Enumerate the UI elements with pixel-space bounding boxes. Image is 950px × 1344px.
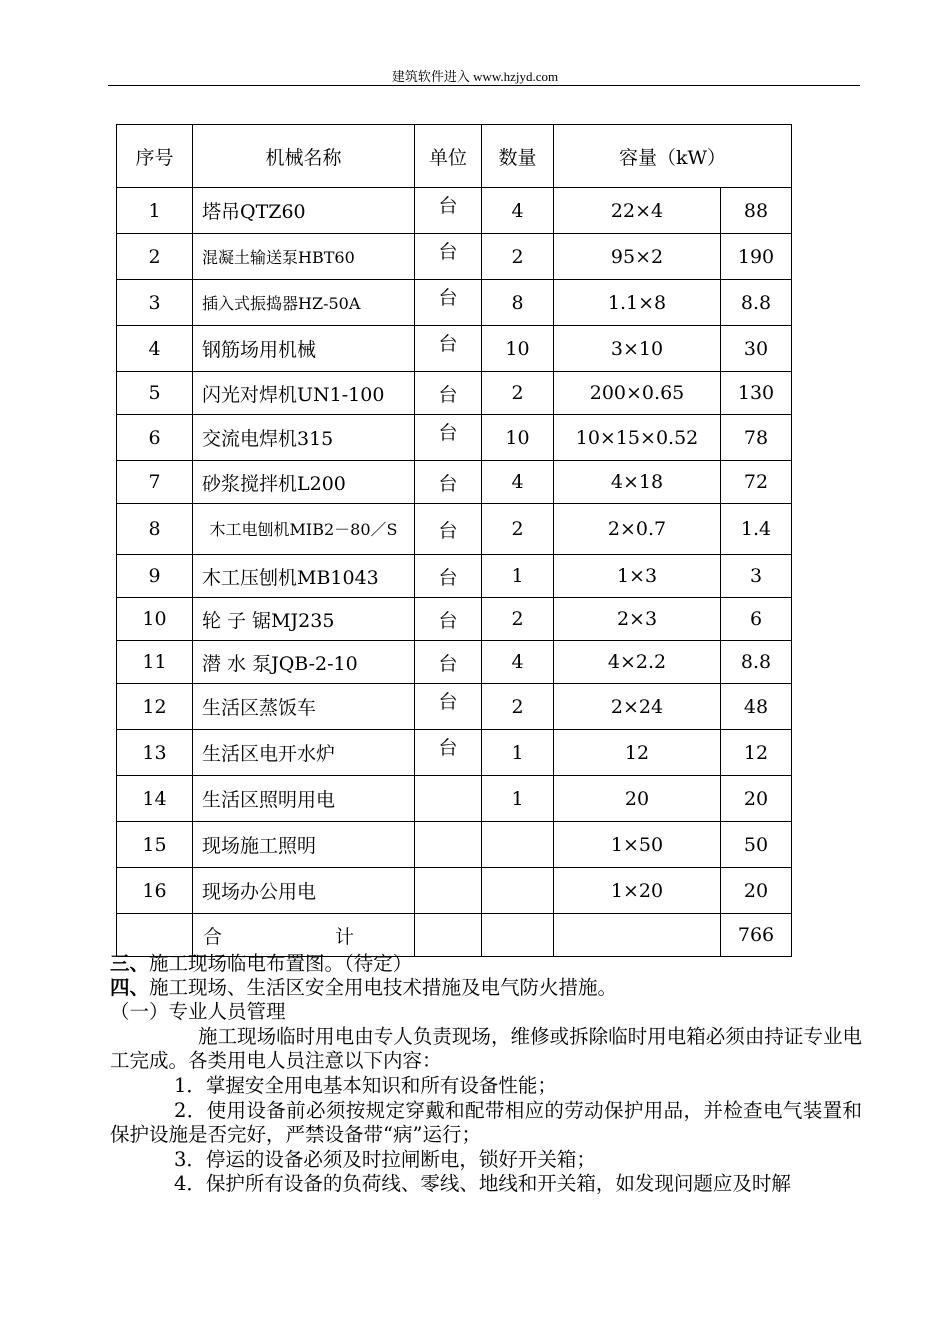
cell-name: 插入式振捣器HZ-50A <box>193 280 415 326</box>
cell-qty <box>482 822 554 868</box>
cell-unit: 台 <box>415 461 482 504</box>
cell-total: 190 <box>721 234 792 280</box>
cell-unit: 台 <box>415 684 482 730</box>
cell-total: 12 <box>721 730 792 776</box>
cell-total: 48 <box>721 684 792 730</box>
col-header-unit: 单位 <box>415 125 482 188</box>
cell-unit: 台 <box>415 730 482 776</box>
cell-name: 交流电焊机315 <box>193 415 415 461</box>
cell-unit <box>415 868 482 914</box>
cell-qty: 4 <box>482 641 554 684</box>
cell-unit: 台 <box>415 234 482 280</box>
cell-total: 50 <box>721 822 792 868</box>
cell-name: 混凝土输送泵HBT60 <box>193 234 415 280</box>
cell-no: 13 <box>117 730 193 776</box>
list-item-4: 4．保护所有设备的负荷线、零线、地线和开关箱，如发现问题应及时解 <box>174 1172 791 1195</box>
cell-name: 现场办公用电 <box>193 868 415 914</box>
cell-qty: 10 <box>482 415 554 461</box>
table-row <box>117 415 792 461</box>
table-total-row <box>117 914 792 957</box>
cell-qty: 2 <box>482 598 554 641</box>
table-row <box>117 730 792 776</box>
table-header-row <box>117 125 792 188</box>
cell-no: 4 <box>117 326 193 372</box>
cell-qty: 2 <box>482 684 554 730</box>
list-item-3: 3．停运的设备必须及时拉闸断电，锁好开关箱； <box>174 1148 596 1171</box>
equipment-table <box>116 124 792 957</box>
cell-capacity: 200×0.65 <box>554 372 721 415</box>
cell-capacity: 12 <box>554 730 721 776</box>
cell-total: 30 <box>721 326 792 372</box>
cell-capacity: 95×2 <box>554 234 721 280</box>
cell-name: 闪光对焊机UN1-100 <box>193 372 415 415</box>
table-row <box>117 555 792 598</box>
cell-unit: 台 <box>415 280 482 326</box>
cell-no: 12 <box>117 684 193 730</box>
cell-unit: 台 <box>415 372 482 415</box>
table-row <box>117 461 792 504</box>
cell-capacity: 1.1×8 <box>554 280 721 326</box>
cell-capacity: 2×3 <box>554 598 721 641</box>
cell-unit: 台 <box>415 415 482 461</box>
cell-name: 现场施工照明 <box>193 822 415 868</box>
cell-no: 15 <box>117 822 193 868</box>
cell-capacity: 20 <box>554 776 721 822</box>
total-label-cell <box>193 914 415 957</box>
cell-capacity: 10×15×0.52 <box>554 415 721 461</box>
cell-qty <box>482 914 554 957</box>
page-header: 建筑软件进入 www.hzjyd.com <box>391 69 559 84</box>
cell-qty: 1 <box>482 730 554 776</box>
cell-name: 塔吊QTZ60 <box>193 188 415 234</box>
cell-name: 生活区电开水炉 <box>193 730 415 776</box>
cell-name: 潜 水 泵JQB-2-10 <box>193 641 415 684</box>
cell-no: 16 <box>117 868 193 914</box>
cell-capacity <box>554 914 721 957</box>
table-row <box>117 776 792 822</box>
table-row <box>117 684 792 730</box>
cell-qty: 2 <box>482 234 554 280</box>
cell-no: 11 <box>117 641 193 684</box>
cell-qty: 2 <box>482 504 554 555</box>
cell-capacity: 1×50 <box>554 822 721 868</box>
cell-total: 20 <box>721 776 792 822</box>
cell-capacity: 4×2.2 <box>554 641 721 684</box>
cell-qty: 1 <box>482 555 554 598</box>
cell-no: 2 <box>117 234 193 280</box>
cell-total: 130 <box>721 372 792 415</box>
cell-qty: 10 <box>482 326 554 372</box>
total-label-b: 计 <box>334 925 354 948</box>
cell-name: 木工压刨机MB1043 <box>193 555 415 598</box>
cell-unit: 台 <box>415 188 482 234</box>
cell-no: 6 <box>117 415 193 461</box>
cell-unit: 台 <box>415 641 482 684</box>
cell-grand-total: 766 <box>721 914 792 957</box>
cell-capacity: 22×4 <box>554 188 721 234</box>
cell-total: 1.4 <box>721 504 792 555</box>
subsection-1-heading: （一）专业人员管理 <box>110 1000 286 1023</box>
cell-unit: 台 <box>415 598 482 641</box>
cell-total: 8.8 <box>721 641 792 684</box>
cell-qty <box>482 868 554 914</box>
table-row <box>117 822 792 868</box>
cell-total: 20 <box>721 868 792 914</box>
table-row <box>117 868 792 914</box>
cell-no: 9 <box>117 555 193 598</box>
list-item-1: 1．掌握安全用电基本知识和所有设备性能； <box>174 1074 557 1097</box>
table-row <box>117 234 792 280</box>
col-header-qty: 数量 <box>482 125 554 188</box>
section-3-heading: 三、施工现场临电布置图。（待定） <box>110 952 413 975</box>
table-row <box>117 641 792 684</box>
cell-name: 钢筋场用机械 <box>193 326 415 372</box>
cell-total: 6 <box>721 598 792 641</box>
cell-name: 生活区蒸饭车 <box>193 684 415 730</box>
table-row <box>117 280 792 326</box>
col-header-capacity: 容量（kW） <box>554 125 792 188</box>
cell-capacity: 3×10 <box>554 326 721 372</box>
cell-unit <box>415 914 482 957</box>
cell-qty: 2 <box>482 372 554 415</box>
list-item-2: 2．使用设备前必须按规定穿戴和配带相应的劳动保护用品，并检查电气装置和保护设施是否完好，严禁设备带“病”运行； <box>110 1099 862 1146</box>
table-row <box>117 598 792 641</box>
total-label-a: 合 <box>203 925 223 948</box>
table-row <box>117 326 792 372</box>
cell-capacity: 2×0.7 <box>554 504 721 555</box>
cell-unit: 台 <box>415 555 482 598</box>
cell-qty: 4 <box>482 461 554 504</box>
table-row <box>117 188 792 234</box>
cell-no: 10 <box>117 598 193 641</box>
cell-qty: 1 <box>482 776 554 822</box>
cell-qty: 8 <box>482 280 554 326</box>
cell-capacity: 1×3 <box>554 555 721 598</box>
cell-name: 木工电刨机MIB2－80／S <box>193 504 415 555</box>
table-row <box>117 504 792 555</box>
cell-total: 88 <box>721 188 792 234</box>
cell-no: 8 <box>117 504 193 555</box>
cell-capacity: 2×24 <box>554 684 721 730</box>
cell-no: 14 <box>117 776 193 822</box>
cell-no <box>117 914 193 957</box>
cell-capacity: 4×18 <box>554 461 721 504</box>
cell-total: 78 <box>721 415 792 461</box>
cell-no: 7 <box>117 461 193 504</box>
header-rule <box>108 85 860 86</box>
col-header-no: 序号 <box>117 125 193 188</box>
cell-unit <box>415 776 482 822</box>
cell-no: 5 <box>117 372 193 415</box>
cell-unit: 台 <box>415 504 482 555</box>
cell-no: 3 <box>117 280 193 326</box>
cell-unit <box>415 822 482 868</box>
section-4-heading: 四、施工现场、生活区安全用电技术措施及电气防火措施。 <box>110 976 618 999</box>
cell-qty: 4 <box>482 188 554 234</box>
cell-total: 8.8 <box>721 280 792 326</box>
cell-unit: 台 <box>415 326 482 372</box>
cell-capacity: 1×20 <box>554 868 721 914</box>
cell-name: 砂浆搅拌机L200 <box>193 461 415 504</box>
table-row <box>117 372 792 415</box>
col-header-name: 机械名称 <box>193 125 415 188</box>
cell-name: 生活区照明用电 <box>193 776 415 822</box>
cell-total: 72 <box>721 461 792 504</box>
cell-name: 轮 子 锯MJ235 <box>193 598 415 641</box>
cell-no: 1 <box>117 188 193 234</box>
paragraph-intro: 施工现场临时用电由专人负责现场，维修或拆除临时用电箱必须由持证专业电工完成。各类用电人员注意以下内容： <box>110 1025 862 1072</box>
cell-total: 3 <box>721 555 792 598</box>
